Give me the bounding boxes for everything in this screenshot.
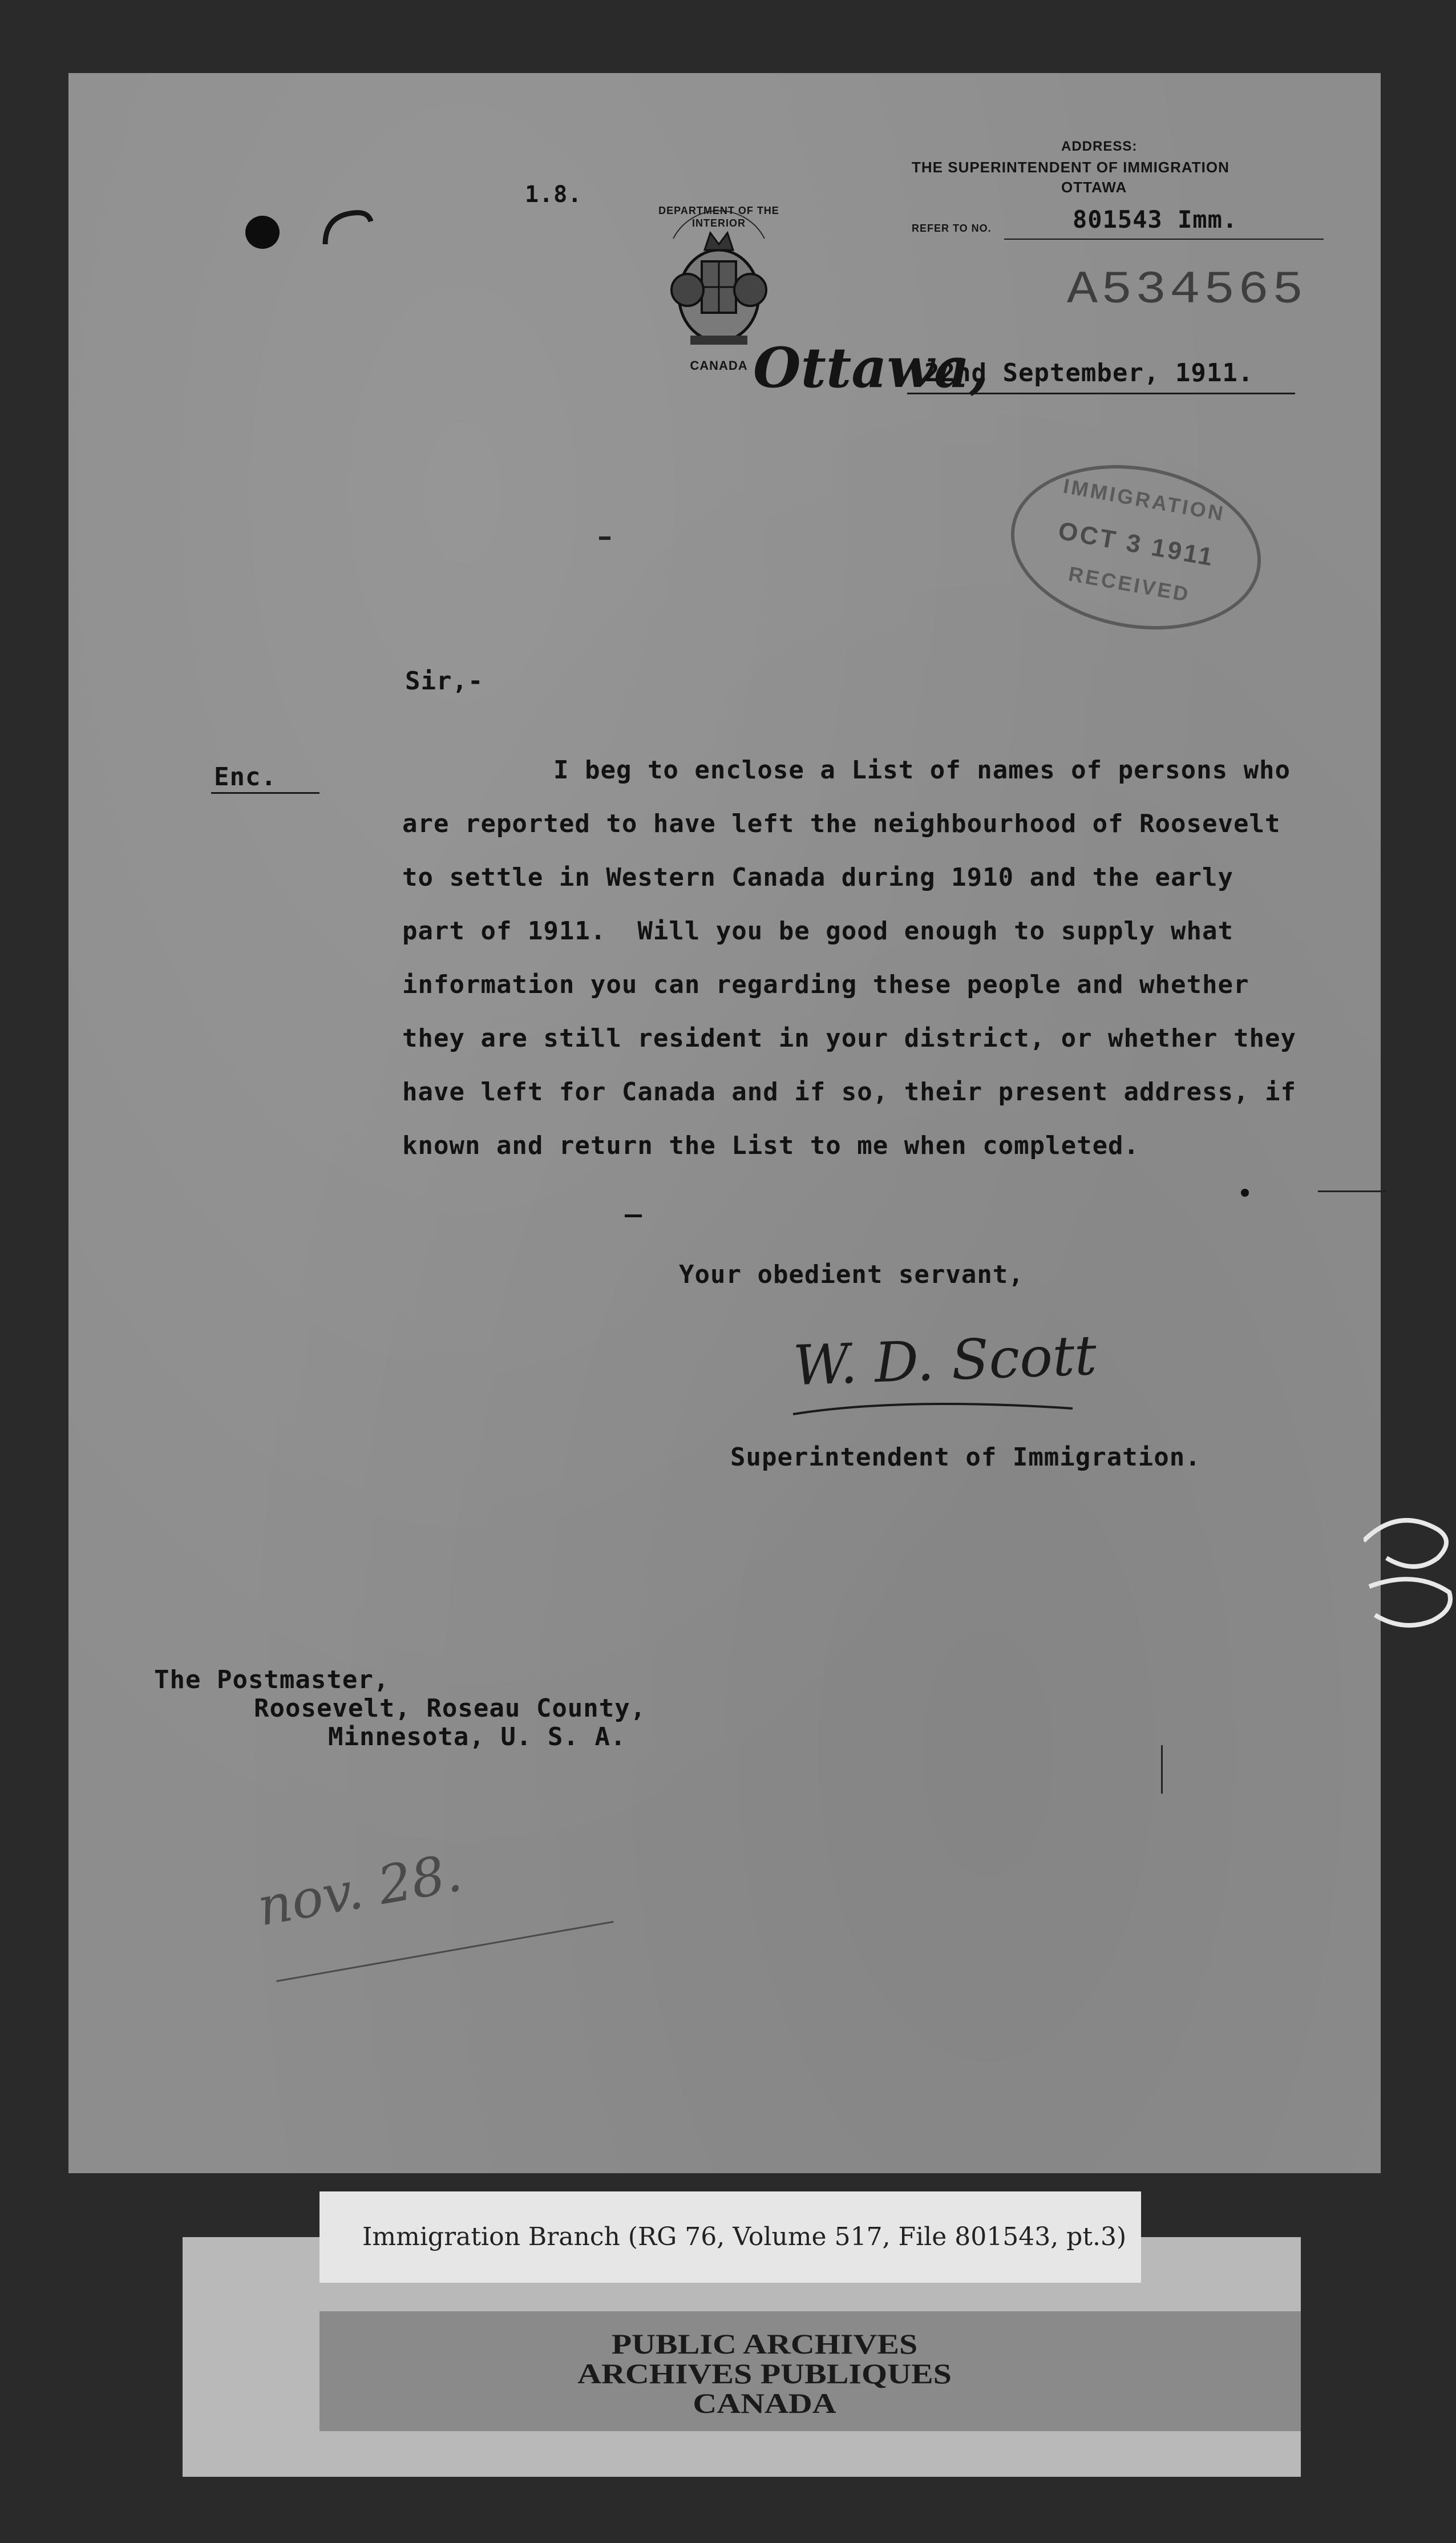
file-number-stamp: A534565 — [1067, 264, 1307, 317]
stray-mark — [599, 536, 610, 540]
received-stamp — [998, 446, 1274, 648]
signature: W. D. Scott — [792, 1323, 1098, 1398]
body-line-5: information you can regarding these people and whether — [402, 970, 1249, 999]
refer-underline — [1004, 239, 1324, 240]
dash-mark — [625, 1214, 642, 1217]
crest-top-text: DEPARTMENT OF THE INTERIOR — [658, 205, 779, 229]
body-line-4: part of 1911. Will you be good enough to supply what — [402, 917, 1233, 946]
body-line-6: they are still resident in your district, or whether they — [402, 1024, 1296, 1053]
stamp-top-text: IMMIGRATION — [1061, 474, 1227, 526]
right-margin-line — [1318, 1190, 1386, 1192]
body-line-7: have left for Canada and if so, their present address, if — [402, 1077, 1296, 1107]
address-line-1: THE SUPERINTENDENT OF IMMIGRATION — [912, 159, 1229, 176]
archive-reference: Immigration Branch (RG 76, Volume 517, File 801543, pt.3) — [362, 2222, 1127, 2251]
body-line-2: are reported to have left the neighbourhood of Roosevelt — [402, 809, 1281, 838]
enclosure-note: Enc. — [214, 762, 277, 792]
salutation: Sir,- — [405, 667, 484, 696]
signatory-title: Superintendent of Immigration. — [730, 1443, 1201, 1472]
annotation-underline — [276, 1921, 613, 1982]
archive-reference-label — [319, 2191, 1141, 2283]
letter-date: 22nd September, 1911. — [924, 358, 1254, 387]
body-line-8: known and return the List to me when completed. — [402, 1131, 1140, 1160]
right-margin-dot — [1241, 1189, 1249, 1197]
archive-stamp-line-2: ARCHIVES PUBLIQUES — [577, 2358, 952, 2390]
body-line-3: to settle in Western Canada during 1910 and the early — [402, 863, 1233, 892]
vertical-tick — [1161, 1745, 1163, 1794]
stamp-bottom-text: RECEIVED — [1066, 562, 1192, 607]
place-script: Ottawa, — [753, 336, 989, 400]
stamp-date-text: OCT 3 1911 — [1056, 516, 1217, 572]
archive-stamp — [502, 2330, 1027, 2419]
initials: 1.8. — [525, 181, 583, 208]
recipient-line-2: Roosevelt, Roseau County, — [254, 1694, 646, 1723]
body-line-1: I beg to enclose a List of names of persons who — [553, 756, 1291, 785]
archive-stamp-line-1: PUBLIC ARCHIVES — [611, 2328, 918, 2360]
pencil-annotation: nov. 28. — [253, 1842, 467, 1938]
archive-stamp-line-3: CANADA — [693, 2387, 836, 2420]
recipient-line-1: The Postmaster, — [154, 1665, 390, 1694]
pen-mark — [314, 204, 382, 256]
address-label: ADDRESS: — [1061, 139, 1138, 154]
enclosure-underline — [211, 792, 319, 794]
refer-number: 801543 Imm. — [1073, 205, 1238, 233]
letter-page — [68, 73, 1381, 2173]
address-line-2: OTTAWA — [1061, 179, 1127, 196]
punch-hole-mark — [245, 216, 280, 249]
string-tie — [1364, 1507, 1456, 1655]
signature-flourish — [787, 1391, 1084, 1426]
crest-bottom-text: CANADA — [690, 358, 748, 373]
closing: Your obedient servant, — [679, 1260, 1024, 1289]
recipient-line-3: Minnesota, U. S. A. — [328, 1722, 626, 1751]
date-underline — [907, 393, 1295, 394]
refer-to-label: REFER TO NO. — [912, 223, 992, 234]
